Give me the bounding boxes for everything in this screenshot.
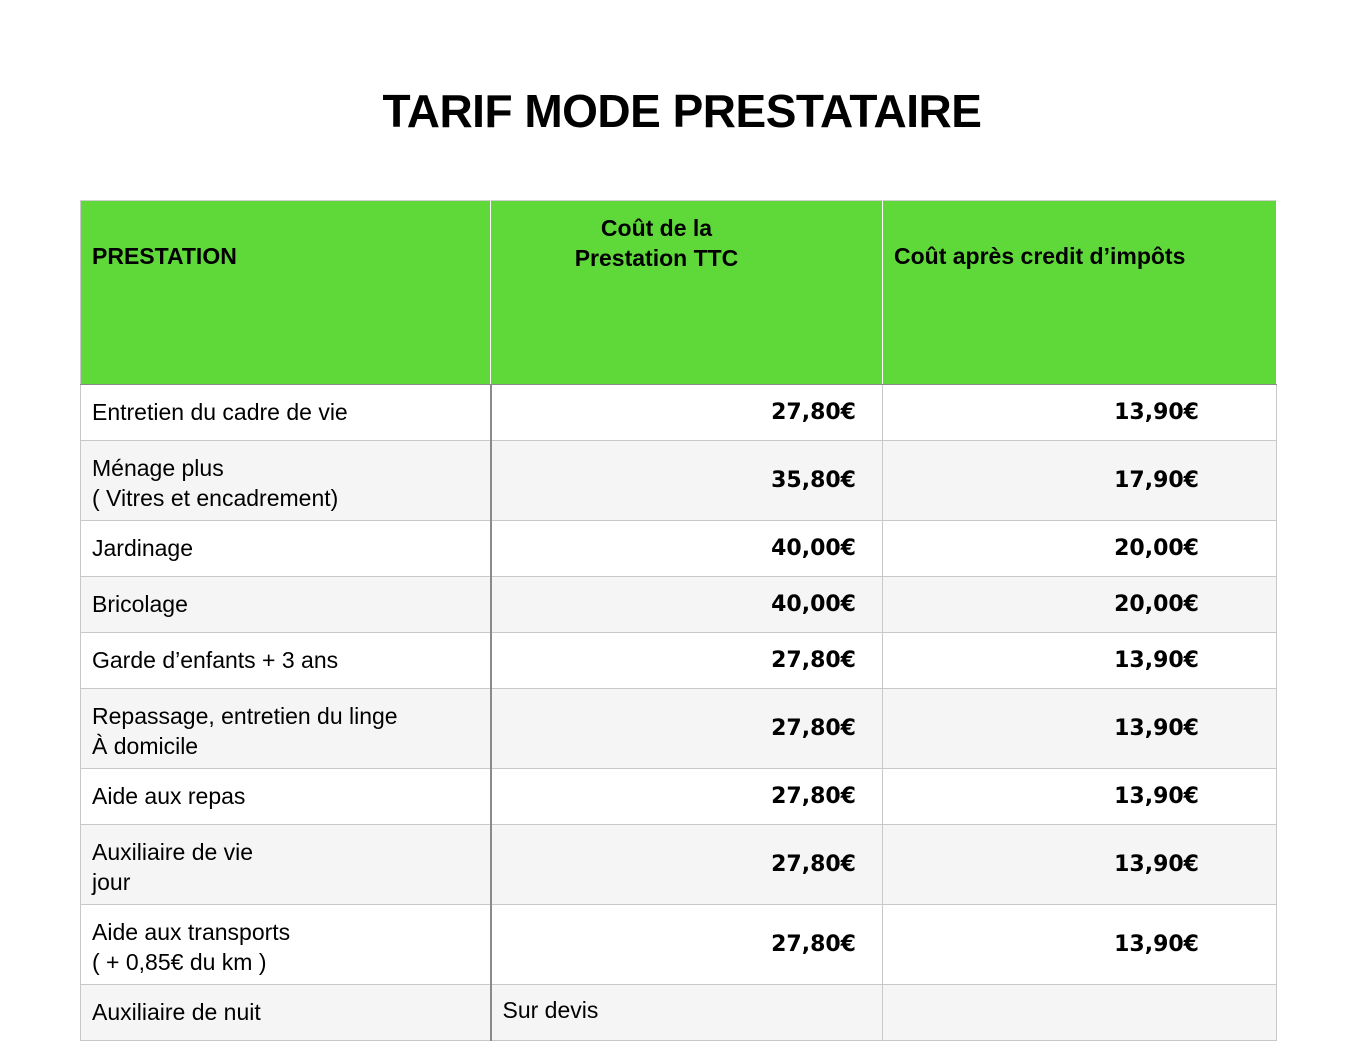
prestation-cell xyxy=(81,689,491,769)
prestation-name: Auxiliaire de nuit xyxy=(92,999,261,1025)
prestation-name: Auxiliaire de vie xyxy=(92,839,254,865)
cout-apres-cell: 13,90€ xyxy=(883,905,1277,985)
header-cout-ttc-line1: Coût de la xyxy=(600,215,713,241)
table-row xyxy=(81,905,1277,985)
prestation-cell xyxy=(81,633,491,689)
cout-apres-cell xyxy=(883,985,1277,1041)
cout-apres-cell: 13,90€ xyxy=(883,769,1277,825)
cout-apres-cell: 13,90€ xyxy=(883,633,1277,689)
prestation-detail: ( + 0,85€ du km ) xyxy=(92,949,267,975)
table-header-row xyxy=(81,201,1277,385)
table-row xyxy=(81,985,1277,1041)
prestation-name: Repassage, entretien du linge xyxy=(92,703,398,729)
header-prestation: PRESTATION xyxy=(81,201,491,385)
cout-ttc-cell: 27,80€ xyxy=(491,769,883,825)
prestation-cell xyxy=(81,521,491,577)
table-row xyxy=(81,825,1277,905)
prestation-name: Garde d’enfants + 3 ans xyxy=(92,647,339,673)
tariff-table xyxy=(80,200,1277,1041)
prestation-name: Bricolage xyxy=(92,591,188,617)
cout-ttc-cell: Sur devis xyxy=(491,985,883,1041)
prestation-name: Jardinage xyxy=(92,535,194,561)
table-row xyxy=(81,521,1277,577)
cout-apres-cell: 13,90€ xyxy=(883,825,1277,905)
table-row xyxy=(81,385,1277,441)
cout-ttc-cell: 35,80€ xyxy=(491,441,883,521)
cout-apres-cell: 17,90€ xyxy=(883,441,1277,521)
prestation-cell xyxy=(81,905,491,985)
cout-ttc-cell: 27,80€ xyxy=(491,905,883,985)
cout-apres-cell: 20,00€ xyxy=(883,577,1277,633)
cout-apres-cell: 20,00€ xyxy=(883,521,1277,577)
prestation-cell xyxy=(81,985,491,1041)
page-title: TARIF MODE PRESTATAIRE xyxy=(382,85,982,137)
cout-apres-cell: 13,90€ xyxy=(883,385,1277,441)
prestation-cell xyxy=(81,769,491,825)
table-row xyxy=(81,441,1277,521)
cout-apres-cell: 13,90€ xyxy=(883,689,1277,769)
prestation-name: Aide aux transports xyxy=(92,919,291,945)
prestation-name: Aide aux repas xyxy=(92,783,246,809)
prestation-cell xyxy=(81,577,491,633)
table-row xyxy=(81,769,1277,825)
prestation-detail: ( Vitres et encadrement) xyxy=(92,485,339,511)
cout-ttc-cell: 27,80€ xyxy=(491,825,883,905)
prestation-name: Ménage plus xyxy=(92,455,224,481)
cout-ttc-cell: 40,00€ xyxy=(491,521,883,577)
cout-ttc-cell: 27,80€ xyxy=(491,689,883,769)
prestation-cell xyxy=(81,441,491,521)
cout-ttc-cell: 27,80€ xyxy=(491,633,883,689)
header-cout-ttc xyxy=(491,201,883,385)
cout-ttc-cell: 40,00€ xyxy=(491,577,883,633)
table-row xyxy=(81,577,1277,633)
prestation-detail: jour xyxy=(92,869,131,895)
header-cout-ttc-line2: Prestation TTC xyxy=(574,245,739,271)
prestation-cell xyxy=(81,825,491,905)
cout-ttc-cell: 27,80€ xyxy=(491,385,883,441)
table-row xyxy=(81,689,1277,769)
prestation-detail: À domicile xyxy=(92,733,199,759)
prestation-cell xyxy=(81,385,491,441)
header-cout-apres: Coût après credit d’impôts xyxy=(883,201,1277,385)
prestation-name: Entretien du cadre de vie xyxy=(92,399,348,425)
table-row xyxy=(81,633,1277,689)
